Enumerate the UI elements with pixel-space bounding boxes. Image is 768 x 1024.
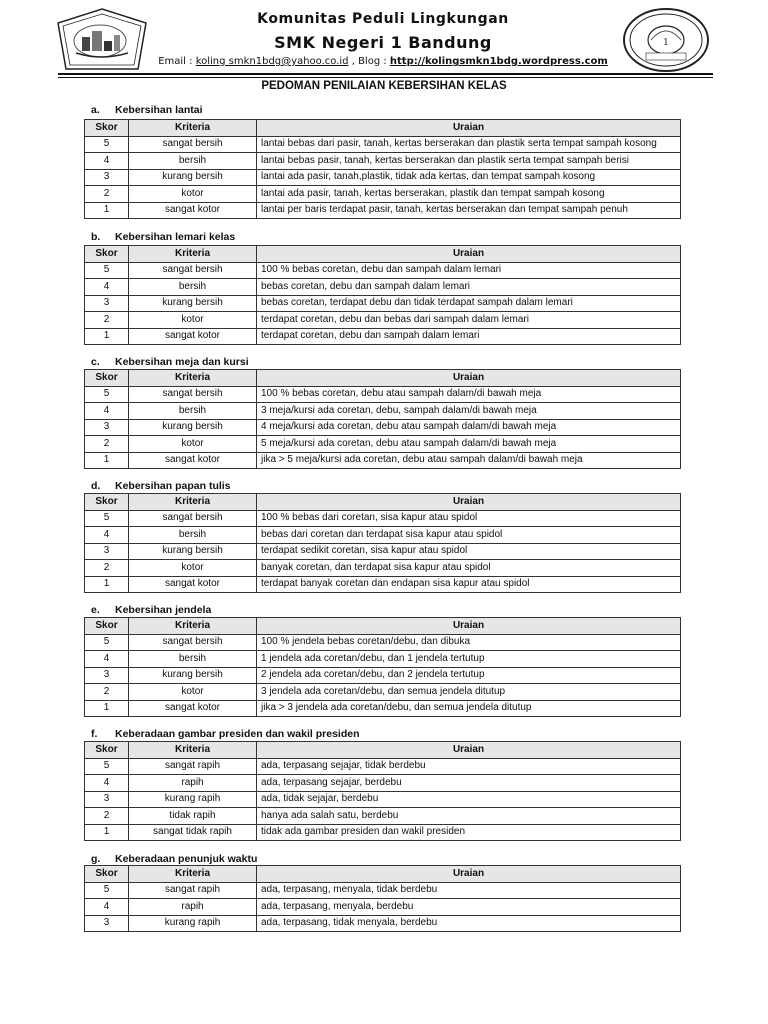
- criteria-cell: bersih: [129, 651, 257, 668]
- score-cell: 2: [85, 560, 129, 577]
- header-score: Skor: [85, 370, 129, 387]
- description-cell: ada, terpasang, tidak menyala, berdebu: [257, 915, 681, 932]
- header-criteria: Kriteria: [129, 742, 257, 759]
- table-row: [85, 882, 681, 899]
- criteria-cell: kotor: [129, 312, 257, 329]
- criteria-cell: sangat bersih: [129, 386, 257, 403]
- table-header-row: [85, 246, 681, 263]
- description-cell: lantai ada pasir, tanah,plastik, tidak ada kertas, dan tempat sampah kosong: [257, 169, 681, 186]
- header-score: Skor: [85, 618, 129, 635]
- email-link[interactable]: koling smkn1bdg@yahoo.co.id: [195, 56, 349, 67]
- table-row: [85, 436, 681, 453]
- header-criteria: Kriteria: [129, 246, 257, 263]
- score-cell: 5: [85, 510, 129, 527]
- svg-text:1: 1: [663, 38, 669, 48]
- criteria-cell: sangat bersih: [129, 136, 257, 153]
- criteria-cell: sangat bersih: [129, 634, 257, 651]
- score-cell: 3: [85, 791, 129, 808]
- criteria-table: [84, 741, 681, 841]
- table-row: [85, 899, 681, 916]
- section-title: [91, 853, 257, 865]
- description-cell: terdapat coretan, debu dan bebas dari sampah dalam lemari: [257, 312, 681, 329]
- table-row: [85, 419, 681, 436]
- description-cell: ada, terpasang sejajar, berdebu: [257, 775, 681, 792]
- score-cell: 3: [85, 295, 129, 312]
- description-cell: 3 meja/kursi ada coretan, debu, sampah dalam/di bawah meja: [257, 403, 681, 420]
- section-title: [91, 480, 231, 492]
- score-cell: 2: [85, 436, 129, 453]
- criteria-cell: sangat bersih: [129, 262, 257, 279]
- description-cell: tidak ada gambar presiden dan wakil presiden: [257, 824, 681, 841]
- description-cell: 100 % bebas coretan, debu atau sampah dalam/di bawah meja: [257, 386, 681, 403]
- section-name: Kebersihan papan tulis: [115, 480, 231, 492]
- table-header-row: [85, 120, 681, 137]
- table-header-row: [85, 618, 681, 635]
- criteria-cell: bersih: [129, 527, 257, 544]
- header-score: Skor: [85, 494, 129, 511]
- criteria-cell: kurang bersih: [129, 543, 257, 560]
- section-name: Kebersihan jendela: [115, 604, 212, 616]
- score-cell: 5: [85, 882, 129, 899]
- description-cell: jika > 3 jendela ada coretan/debu, dan semua jendela ditutup: [257, 700, 681, 717]
- header-rule-thin: [58, 77, 713, 78]
- table-row: [85, 452, 681, 469]
- section-name: Kebersihan lemari kelas: [115, 231, 236, 243]
- score-cell: 5: [85, 386, 129, 403]
- description-cell: ada, tidak sejajar, berdebu: [257, 791, 681, 808]
- score-cell: 5: [85, 262, 129, 279]
- header-score: Skor: [85, 246, 129, 263]
- header-criteria: Kriteria: [129, 494, 257, 511]
- criteria-table: [84, 119, 681, 219]
- table-row: [85, 775, 681, 792]
- table-row: [85, 667, 681, 684]
- criteria-cell: sangat rapih: [129, 758, 257, 775]
- table-row: [85, 510, 681, 527]
- description-cell: lantai bebas pasir, tanah, kertas berserakan dan plastik serta tempat sampah berisi: [257, 153, 681, 170]
- document-title: PEDOMAN PENILAIAN KEBERSIHAN KELAS: [261, 80, 507, 92]
- criteria-cell: rapih: [129, 899, 257, 916]
- table-header-row: [85, 494, 681, 511]
- section-title: [91, 231, 235, 243]
- section-name: Kebersihan meja dan kursi: [115, 356, 249, 368]
- table-row: [85, 295, 681, 312]
- score-cell: 1: [85, 452, 129, 469]
- criteria-cell: kurang bersih: [129, 295, 257, 312]
- description-cell: ada, terpasang sejajar, tidak berdebu: [257, 758, 681, 775]
- description-cell: 100 % jendela bebas coretan/debu, dan dibuka: [257, 634, 681, 651]
- header-description: Uraian: [257, 120, 681, 137]
- description-cell: terdapat sedikit coretan, sisa kapur atau spidol: [257, 543, 681, 560]
- table-row: [85, 186, 681, 203]
- table-row: [85, 328, 681, 345]
- score-cell: 3: [85, 915, 129, 932]
- section-title: [91, 356, 249, 368]
- table-row: [85, 279, 681, 296]
- table-header-row: [85, 370, 681, 387]
- criteria-cell: sangat tidak rapih: [129, 824, 257, 841]
- table-header-row: [85, 742, 681, 759]
- criteria-cell: rapih: [129, 775, 257, 792]
- description-cell: 100 % bebas coretan, debu dan sampah dalam lemari: [257, 262, 681, 279]
- header-score: Skor: [85, 120, 129, 137]
- score-cell: 4: [85, 527, 129, 544]
- description-cell: terdapat banyak coretan dan endapan sisa kapur atau spidol: [257, 576, 681, 593]
- table-row: [85, 527, 681, 544]
- table-row: [85, 543, 681, 560]
- table-row: [85, 651, 681, 668]
- criteria-cell: kurang bersih: [129, 419, 257, 436]
- criteria-cell: tidak rapih: [129, 808, 257, 825]
- section-letter: a.: [91, 104, 100, 116]
- score-cell: 5: [85, 758, 129, 775]
- description-cell: lantai per baris terdapat pasir, tanah, kertas berserakan dan tempat sampah penuh: [257, 202, 681, 219]
- criteria-table: [84, 245, 681, 345]
- description-cell: 4 meja/kursi ada coretan, debu atau sampah dalam/di bawah meja: [257, 419, 681, 436]
- header-rule-thick: [58, 73, 713, 75]
- description-cell: ada, terpasang, menyala, tidak berdebu: [257, 882, 681, 899]
- section-name: Keberadaan gambar presiden dan wakil presiden: [115, 728, 360, 740]
- table-header-row: [85, 866, 681, 883]
- criteria-cell: kotor: [129, 186, 257, 203]
- score-cell: 4: [85, 153, 129, 170]
- header-criteria: Kriteria: [129, 120, 257, 137]
- table-row: [85, 684, 681, 701]
- score-cell: 1: [85, 202, 129, 219]
- criteria-cell: kotor: [129, 684, 257, 701]
- section-title: [91, 728, 360, 740]
- description-cell: ada, terpasang, menyala, berdebu: [257, 899, 681, 916]
- section-letter: d.: [91, 480, 101, 492]
- table-row: [85, 403, 681, 420]
- criteria-cell: bersih: [129, 403, 257, 420]
- section-title: [91, 104, 203, 116]
- description-cell: 2 jendela ada coretan/debu, dan 2 jendela tertutup: [257, 667, 681, 684]
- score-cell: 3: [85, 543, 129, 560]
- score-cell: 1: [85, 824, 129, 841]
- criteria-cell: kurang rapih: [129, 915, 257, 932]
- table-row: [85, 634, 681, 651]
- score-cell: 5: [85, 634, 129, 651]
- score-cell: 4: [85, 899, 129, 916]
- criteria-table: [84, 865, 681, 932]
- table-row: [85, 576, 681, 593]
- table-row: [85, 169, 681, 186]
- community-logo: [56, 7, 148, 76]
- separator: ,: [351, 56, 359, 67]
- criteria-cell: sangat kotor: [129, 202, 257, 219]
- header-criteria: Kriteria: [129, 866, 257, 883]
- description-cell: jika > 5 meja/kursi ada coretan, debu atau sampah dalam/di bawah meja: [257, 452, 681, 469]
- table-row: [85, 915, 681, 932]
- header-description: Uraian: [257, 370, 681, 387]
- score-cell: 1: [85, 700, 129, 717]
- score-cell: 2: [85, 808, 129, 825]
- letterhead: [0, 0, 768, 78]
- description-cell: 100 % bebas dari coretan, sisa kapur atau spidol: [257, 510, 681, 527]
- criteria-cell: kurang rapih: [129, 791, 257, 808]
- criteria-cell: sangat kotor: [129, 700, 257, 717]
- description-cell: bebas dari coretan dan terdapat sisa kapur atau spidol: [257, 527, 681, 544]
- score-cell: 4: [85, 775, 129, 792]
- criteria-cell: kurang bersih: [129, 667, 257, 684]
- blog-link[interactable]: http://kolingsmkn1bdg.wordpress.com: [389, 56, 608, 67]
- score-cell: 1: [85, 328, 129, 345]
- table-row: [85, 560, 681, 577]
- blog-label: Blog :: [358, 56, 387, 67]
- score-cell: 2: [85, 186, 129, 203]
- criteria-table: [84, 617, 681, 717]
- organization-name: Komunitas Peduli Lingkungan: [257, 11, 509, 27]
- score-cell: 4: [85, 279, 129, 296]
- criteria-cell: sangat bersih: [129, 510, 257, 527]
- header-description: Uraian: [257, 618, 681, 635]
- table-row: [85, 202, 681, 219]
- score-cell: 3: [85, 169, 129, 186]
- school-seal: [621, 7, 711, 78]
- description-cell: 1 jendela ada coretan/debu, dan 1 jendela tertutup: [257, 651, 681, 668]
- header-description: Uraian: [257, 246, 681, 263]
- table-row: [85, 824, 681, 841]
- criteria-cell: sangat kotor: [129, 452, 257, 469]
- table-row: [85, 312, 681, 329]
- criteria-cell: kotor: [129, 560, 257, 577]
- table-row: [85, 153, 681, 170]
- table-row: [85, 700, 681, 717]
- criteria-cell: kotor: [129, 436, 257, 453]
- description-cell: bebas coretan, terdapat debu dan tidak terdapat sampah dalam lemari: [257, 295, 681, 312]
- section-letter: g.: [91, 853, 101, 865]
- criteria-cell: sangat kotor: [129, 328, 257, 345]
- header-description: Uraian: [257, 866, 681, 883]
- description-cell: 3 jendela ada coretan/debu, dan semua jendela ditutup: [257, 684, 681, 701]
- section-letter: e.: [91, 604, 100, 616]
- section-letter: f.: [91, 728, 98, 740]
- header-criteria: Kriteria: [129, 618, 257, 635]
- table-row: [85, 262, 681, 279]
- description-cell: hanya ada salah satu, berdebu: [257, 808, 681, 825]
- score-cell: 2: [85, 684, 129, 701]
- contact-line: [150, 56, 616, 67]
- criteria-cell: bersih: [129, 153, 257, 170]
- score-cell: 3: [85, 667, 129, 684]
- table-row: [85, 386, 681, 403]
- score-cell: 1: [85, 576, 129, 593]
- header-description: Uraian: [257, 742, 681, 759]
- description-cell: lantai bebas dari pasir, tanah, kertas berserakan dan plastik serta tempat sampah kosong: [257, 136, 681, 153]
- score-cell: 4: [85, 651, 129, 668]
- section-name: Keberadaan penunjuk waktu: [115, 853, 258, 865]
- description-cell: 5 meja/kursi ada coretan, debu atau sampah dalam/di bawah meja: [257, 436, 681, 453]
- header-score: Skor: [85, 742, 129, 759]
- header-description: Uraian: [257, 494, 681, 511]
- score-cell: 4: [85, 403, 129, 420]
- header-score: Skor: [85, 866, 129, 883]
- description-cell: terdapat coretan, debu dan sampah dalam lemari: [257, 328, 681, 345]
- table-row: [85, 808, 681, 825]
- section-letter: b.: [91, 231, 101, 243]
- section-name: Kebersihan lantai: [115, 104, 203, 116]
- score-cell: 3: [85, 419, 129, 436]
- description-cell: lantai ada pasir, tanah, kertas berserakan, plastik dan tempat sampah kosong: [257, 186, 681, 203]
- criteria-cell: bersih: [129, 279, 257, 296]
- criteria-cell: kurang bersih: [129, 169, 257, 186]
- table-row: [85, 791, 681, 808]
- description-cell: banyak coretan, dan terdapat sisa kapur atau spidol: [257, 560, 681, 577]
- description-cell: bebas coretan, debu dan sampah dalam lemari: [257, 279, 681, 296]
- section-letter: c.: [91, 356, 100, 368]
- header-criteria: Kriteria: [129, 370, 257, 387]
- criteria-cell: sangat kotor: [129, 576, 257, 593]
- table-row: [85, 136, 681, 153]
- criteria-table: [84, 493, 681, 593]
- email-label: Email :: [158, 56, 193, 67]
- score-cell: 2: [85, 312, 129, 329]
- school-name: SMK Negeri 1 Bandung: [274, 33, 492, 52]
- criteria-table: [84, 369, 681, 469]
- table-row: [85, 758, 681, 775]
- section-title: [91, 604, 211, 616]
- criteria-cell: sangat rapih: [129, 882, 257, 899]
- score-cell: 5: [85, 136, 129, 153]
